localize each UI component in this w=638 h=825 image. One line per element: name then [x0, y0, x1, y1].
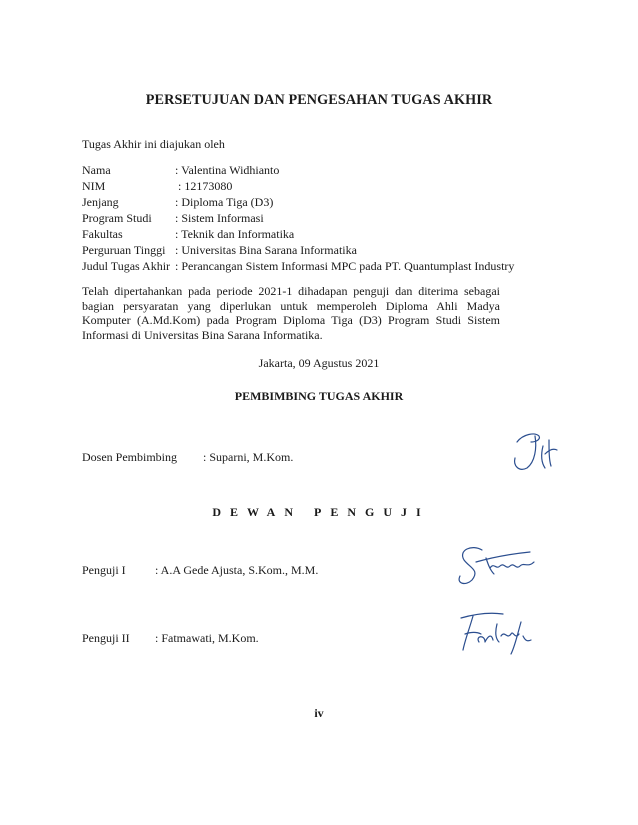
info-label: NIM	[82, 179, 106, 193]
info-label: Nama	[82, 163, 111, 177]
page-title: PERSETUJUAN DAN PENGESAHAN TUGAS AKHIR	[145, 92, 493, 108]
info-row-nim	[82, 179, 232, 194]
page-number: iv	[314, 706, 324, 720]
penguji-2-row	[82, 631, 259, 646]
info-label: Fakultas	[82, 227, 123, 241]
penguji-1-signature	[450, 540, 550, 592]
info-row-fakultas	[82, 227, 294, 242]
penguji-2-signature	[455, 606, 545, 658]
dosen-label: Dosen Pembimbing	[82, 450, 177, 464]
paragraph-line: Informasi di Universitas Bina Sarana Informatika.	[82, 327, 323, 342]
paragraph-line: bagian persyaratan yang diperlukan untuk memperoleh Diploma Ahli Madya	[82, 298, 500, 313]
info-row-judul	[82, 259, 514, 274]
approval-paragraph	[82, 284, 500, 342]
place-date: Jakarta, 09 Agustus 2021	[258, 356, 380, 370]
info-label: Perguruan Tinggi	[82, 243, 166, 257]
penguji-label: Penguji I	[82, 563, 126, 577]
info-label: Program Studi	[82, 211, 152, 225]
info-label: Jenjang	[82, 195, 119, 209]
info-value: : Perancangan Sistem Informasi MPC pada PT. Quantumplast Industry	[175, 259, 515, 273]
dewan-heading: DEWAN PENGUJI	[212, 505, 430, 519]
penguji-label: Penguji II	[82, 631, 130, 645]
info-value: : Teknik dan Informatika	[175, 227, 295, 241]
paragraph-line: Komputer (A.Md.Kom) pada Program Diploma Tiga (D3) Program Studi Sistem	[82, 313, 500, 327]
info-label: Judul Tugas Akhir	[82, 259, 171, 273]
info-row-perguruan-tinggi	[82, 243, 357, 258]
paragraph-line: Telah dipertahankan pada periode 2021-1 dihadapan penguji dan diterima sebagai	[82, 284, 500, 298]
dosen-value: : Suparni, M.Kom.	[203, 450, 294, 464]
info-value: : 12173080	[175, 179, 233, 193]
info-value: : Universitas Bina Sarana Informatika	[175, 243, 357, 257]
info-row-nama	[82, 163, 279, 178]
info-value: : Sistem Informasi	[175, 211, 264, 225]
intro-text: Tugas Akhir ini diajukan oleh	[82, 137, 225, 151]
penguji-value: : Fatmawati, M.Kom.	[155, 631, 259, 645]
penguji-1-row	[82, 563, 318, 578]
dosen-row	[82, 450, 293, 465]
pembimbing-signature	[505, 428, 565, 478]
pembimbing-heading: PEMBIMBING TUGAS AKHIR	[234, 389, 404, 403]
penguji-value: : A.A Gede Ajusta, S.Kom., M.M.	[155, 563, 319, 577]
info-value: : Diploma Tiga (D3)	[175, 195, 274, 209]
info-row-program-studi	[82, 211, 264, 226]
info-value: : Valentina Widhianto	[175, 163, 280, 177]
info-row-jenjang	[82, 195, 273, 210]
